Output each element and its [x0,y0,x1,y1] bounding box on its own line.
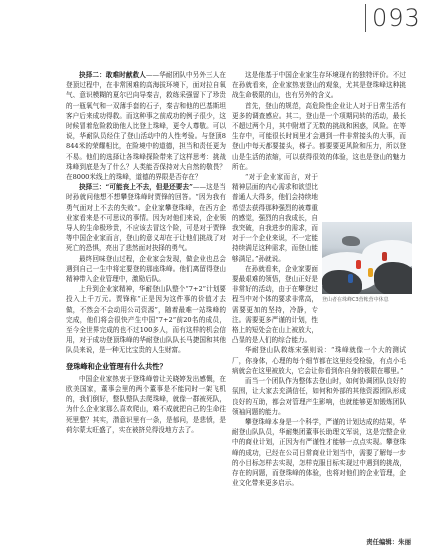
paragraph [66,182,226,253]
paragraph-lead: 抉择三：“可能丧上不去，但是还要去” [79,183,193,192]
editor-name: 朱丽 [398,538,411,546]
paragraph: 攀登珠峰本身是一个科学，严谨的计划达成的结果，华耐登山队队员，华耐集团董事长助理文军说，这是完整企业中的商业计划，正因为有严谨性才能够一点点实现。攀登珠峰的成功，已经在公司日常商业计划当中，需要了解每一步的小目标怎样去实现，怎样克服目标实现过中遇到的挑战，存在的问题，而登珠峰的体验，也将对他们的企业管理，企业文化带来更多启示。 [232,417,406,488]
right-column [232,70,406,540]
paragraph [66,284,226,355]
photo-caption: 登山者在珠峰C3营帐营中休息 [322,297,389,303]
paragraph: 华耐登山队救练宋强则说：“珠峰就像一个大的测试厂，你身体，心理的每个细节都在这里经受检验，有点小毛病就会在这里被放大，它会让你看到你自身的极限在哪里。” [232,346,406,375]
paragraph [66,374,226,435]
paragraph-text: ——这是当时孙就问他想不想攀登珠峰时贾锋的回答。“因为我有勇气面对上不去的失败”。企业家攀登珠峰，在西方企业家看来是不可思议的事情。因为对他们来说，企业领导人的生命极珍贵，不应该去冒这个险，可是对于贾锋等中国企业家而言，登山的意义却在于让他们挑战了对死亡的恐惧，亮出了悲然面对抉择的勇气。 [66,183,226,253]
editor-label: 责任编辑： [366,538,399,546]
paragraph-text: 最终回味登山过程，企业家会发现，做企业也总会遇到自己一生中将定要登的那座珠峰。他们离留得登山精神带入企业管理中，激励后队。 [66,254,226,284]
editor-credit [366,537,411,546]
left-column [66,70,226,540]
paragraph: “对于企业家而言，对于精神层面的内心需求和欲望比普通人大得多，他们会持续地希望去获得那种强烈的被尊重的感觉，强烈的自我成长，自我突破，自我进步的需求，而对于一个企业来说，不一定能持续满足这种需求，而登山能够满足。”孙就说。 [232,173,318,263]
climbers-photo [322,222,412,294]
paragraph-text: 中国企业家热衷于登珠峰曾让关晓婷发出感慨，在欧美国家，董事会里的两个董事是不能同时一架飞机的，我们倒好，整队整队去爬珠峰，就像一群被死队，为什么企业家那么喜欢爬山，难不成就把自己的生命往死里整？其实，潜意识里有一条，是郁问，是悲愤，是荷尔蒙太旺盛了，实在被挤兑得没地方去了。 [66,374,226,434]
section-title: 登珠峰和企业管理有什么共性？ [66,361,167,371]
paragraph: 这是他基于中国企业家生存环境现有的独特评价。不过在孙就看来，企业家热衷登山的观象，尤其是登珠峰这种挑战生命极限的山，也有另外的含义。 [232,71,406,100]
paragraph: 而当一个团队作为整体去登山时，如何协调团队良好的氛围，让大家去充满信任，如何和外部的其他资源团队形成良好的互助，都会对管理产生影响，也就能够更加锻炼团队领袖问题的能力。 [232,377,406,416]
paragraph [66,254,226,285]
paragraph: 在孙就看来，企业家要面要最艰难的领悟，登山正好是非常好的活动，由于在攀登过程当中对个体的要求非常高，需要更加的坚持，冷静，专注。需要更多严谨的计划，性格上的短处会在山上被放大，凸显的是人们的综合能力。 [232,264,318,345]
page-number: 093 [365,4,421,32]
paragraph [66,70,226,182]
paragraph-text: 上升到企业家精神，华耐登山队整个“7+2”计划要投入上千万元。贾锋称“正是因为这件事的价值才去做，不然会不会动用公司资源”，随着最难一站珠峰的完成，他们将会很快产生中国“7+2”前20名的成员，至今全世界完成的也不过100多人，而有这样的机会信用，对于成功登顶珠峰的华耐登山队队长马捷国和其他队员来说，是一种无比宝贵的人生财富。 [66,285,226,355]
paragraph-text: ——华耐团队中另外三人在登顶过程中，在非常困难的高海拔环境下，面对拉自氧气、意识模糊的夏尔巴向导秦吉，救练采强留下了珍贵的一瓶氧气和一双薄手套的石子，秦吉和他的巴基斯坦客户后来成功得救。而这种事之前成功的例子很少，这时候冒着危险救助他人比登上珠峰，更令人尊敬。可以说，华耐队员经住了登山活动中的人性考验。与登顶8844米的荣耀相比，在险境中的道德，担当和责任更为不易。他们的选择让各珠峰探险带来了这样思考：挑战珠峰到底是为了什么？人类能否保持对大自然的敬畏？在8000米线上的珠峰，道德的界限是否存在？ [66,71,226,182]
paragraph-lead: 抉择二：敢难时献救人 [79,71,146,79]
paragraph: 首先，登山的规范，高危险性企业让人对于日常生活有更多的调查感应。其二，登山是一个项期同转的活动，最长不超过两个月，其中附增了无数的挑战和困惑，风险。在等生存中，可能很长时间里才会遇到一件非常接头的大事，而登山中每天都要接头，梯子。都要要更风险和压力，所以登山是生活的浓缩，可以获得很效的体验，这也是登山的魅力所在。 [232,101,406,171]
